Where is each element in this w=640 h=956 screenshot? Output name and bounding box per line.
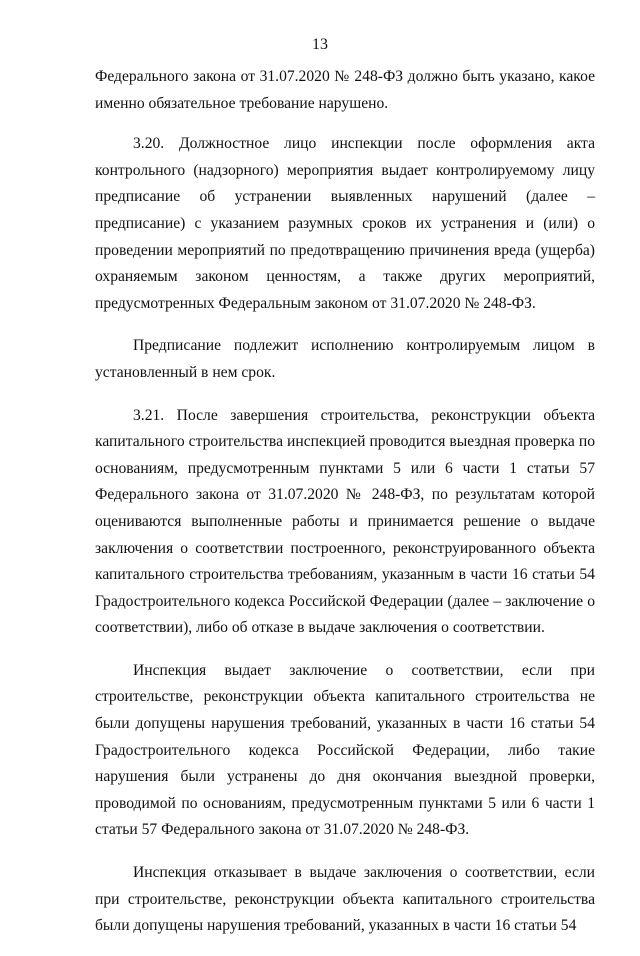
- page-number: 13: [312, 36, 328, 53]
- paragraph-continuation: Федерального закона от 31.07.2020 № 248-ФЗ должно быть указано, какое именно обязательное требование нарушено.: [95, 68, 595, 112]
- paragraph-issue-conclusion: Инспекция выдает заключение о соответствии, если при строительстве, реконструкции объекта капитального строительства не были допущены нарушения требований, указанных в части 16 статьи 54 Градостроительного кодекса Российской Федерации, либо такие нарушения были устранены до дня окончания выездной проверки, проводимой по основаниям, предусмотренным пунктами 5 или 6 части 1 статьи 57 Федерального закона от 31.07.2020 № 248-ФЗ.: [95, 661, 595, 839]
- paragraph-prescription: Предписание подлежит исполнению контролируемым лицом в установленный в нем срок.: [95, 337, 595, 381]
- paragraph-3-21: 3.21. После завершения строительства, реконструкции объекта капитального строительства инспекцией проводится выездная проверка по основаниям, предусмотренным пунктами 5 или 6 части 1 статьи 57 Федерального закона от 31.07.2020 № 248-ФЗ, по результатам которой оцениваются выполненные работы и принимается решение о выдаче заключения о соответствии построенного, реконструированного объекта капитального строительства требованиям, указанным в части 16 статьи 54 Градостроительного кодекса Российской Федерации (далее – заключение о соответствии), либо об отказе в выдаче заключения о соответствии.: [95, 406, 595, 637]
- document-body: [95, 64, 595, 956]
- paragraph-3-20: 3.20. Должностное лицо инспекции после оформления акта контрольного (надзорного) мероприятия выдает контролируемому лицу предписание об устранении выявленных нарушений (далее – предписание) с указанием разумных сроков их устранения и (или) о проведении мероприятий по предотвращению причинения вреда (ущерба) охраняемым законом ценностям, а также других мероприятий, предусмотренных Федеральным законом от 31.07.2020 № 248-ФЗ.: [95, 135, 595, 312]
- paragraph-refuse-conclusion: Инспекция отказывает в выдаче заключения о соответствии, если при строительстве, реконструкции объекта капитального строительства были допущены нарушения требований, указанных в части 16 статьи 54: [95, 864, 595, 935]
